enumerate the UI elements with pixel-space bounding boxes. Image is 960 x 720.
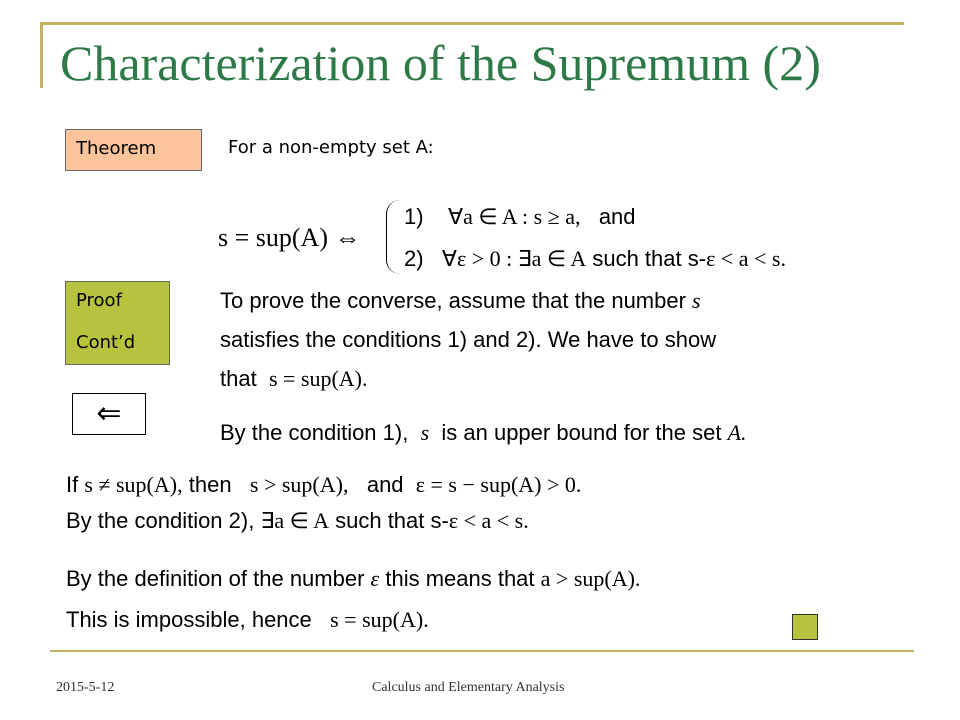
- proof-contd-label: Cont’d: [76, 332, 136, 353]
- theorem-condition-2: 2) ∀ε > 0 : ∃a ∈ A such that s-ε < a < s.: [404, 246, 786, 271]
- proof-line-1: To prove the converse, assume that the number s: [220, 288, 701, 313]
- theorem-statement: For a non-empty set A:: [228, 137, 434, 158]
- proof-line-5: If s ≠ sup(A), then s > sup(A), and ε = s − sup(A) > 0.: [66, 472, 582, 497]
- theorem-condition-1: 1) ∀a ∈ A : s ≥ a, and: [404, 204, 636, 229]
- proof-line-8: This is impossible, hence s = sup(A).: [66, 607, 429, 632]
- proof-line-3: that s = sup(A).: [220, 366, 368, 391]
- theorem-label: Theorem: [76, 138, 157, 159]
- converse-arrow-icon: ⇐: [72, 393, 146, 435]
- proof-line-4: By the condition 1), s is an upper bound for the set A.: [220, 420, 747, 445]
- theorem-label-box: [65, 129, 202, 171]
- theorem-lhs: s = sup(A) ⇔: [218, 223, 361, 252]
- proof-line-7: By the definition of the number ε this means that a > sup(A).: [66, 566, 641, 591]
- slide-title: Characterization of the Supremum (2): [60, 35, 821, 91]
- proof-label: Proof: [76, 290, 122, 311]
- footer-course-title: Calculus and Elementary Analysis: [372, 680, 565, 695]
- proof-label-box: [65, 281, 170, 365]
- qed-square-icon: [792, 614, 818, 640]
- frame-left-line: [40, 22, 43, 88]
- footer-date: 2015-5-12: [56, 680, 115, 695]
- frame-bottom-line: [50, 650, 914, 652]
- theorem-brace: [386, 200, 401, 274]
- frame-top-line: [40, 22, 904, 25]
- proof-line-2: satisfies the conditions 1) and 2). We have to show: [220, 327, 717, 352]
- proof-line-6: By the condition 2), ∃a ∈ A such that s-ε < a < s.: [66, 508, 529, 533]
